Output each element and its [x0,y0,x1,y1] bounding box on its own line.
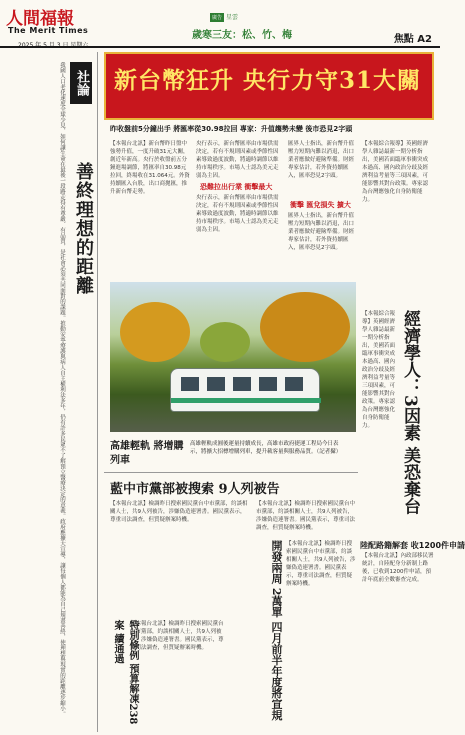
tram-window [181,377,199,391]
tram-stripe [171,398,321,403]
china-spouse-headline: 陸配路籍解套 收1200件申請 [360,541,465,550]
bottom-body-1: 【本報台北訊】檢調昨日搜索國民黨台中市黨部，約談相關人士，共9人列被告，涉嫌偽造連署書。國民黨表示，尊重司法調查，但質疑辦案時機。 [110,501,248,523]
photo-caption-title: 高雄輕軌 將增購列車 [110,441,184,466]
tram-window [233,377,251,391]
main-headline: 新台幣狂升 央行力守31大關 [114,67,422,94]
issue-date: 2025 年 5 月 3 日 星期六 [18,42,89,49]
tram-window [285,377,303,391]
article-subhead-2: 衝擊 匯兌損失 擴大 [290,201,351,209]
article-column-2a: 央行表示，新台幣匯率由市場供需決定，若有不規則因素或季節性因素導致過度波動，將適時調節以維持市場秩序。市場人士認為美元走弱為主因。 [196,141,279,179]
article-column-2b: 央行表示，新台幣匯率由市場供需決定，若有不規則因素或季節性因素導致過度波動，將適時調節以維持市場秩序。市場人士認為美元走弱為主因。 [196,195,279,233]
article-column-3b: 匯界人士指出，新台幣升值壓力短期內難以消退，出口業者應做好避險準備。財經專家估計，若外資持續匯入，匯率恐見2字頭。 [288,213,355,251]
top-ad [192,4,292,41]
newspaper-logo: 人間福報 [6,9,74,29]
mid-body: 【本報台北訊】檢調昨日搜索國民黨台中市黨部，約談相關人士，共9人列被告，涉嫌偽造連署書。國民黨表示，尊重司法調查，但質疑辦案時機。 [286,541,356,587]
bottom-body-2: 【本報台北訊】檢調昨日搜索國民黨台中市黨部，約談相關人士，共9人列被告，涉嫌偽造連署書。國民黨表示，尊重司法調查，但質疑辦案時機。 [256,501,356,531]
article-subhead-1: 恐難拉出行業 衝擊最大 [200,183,273,191]
article-column-3a: 匯界人士指出，新台幣升值壓力短期內難以消退，出口業者應做好避險準備。財經專家估計，若外資持續匯入，匯率恐見2字頭。 [288,141,355,179]
special-bill-body: 【本報台北訊】檢調昨日搜索國民黨台中市黨部，約談相關人士，共9人列被告，涉嫌偽造連署書。國民黨表示，尊重司法調查，但質疑辦案時機。 [130,621,224,651]
tram-shape [170,368,320,412]
bottom-headline: 藍中市黨部被搜索 9人列被告 [110,482,280,497]
photo-caption: 高雄輕軌成圓後運量持續成長，高雄市政府捷運工程局今日表示，將擴大招標增購列車，提升載客量與服務品質。（記者攝） [190,441,342,455]
section-rule [104,472,358,473]
tram-window [259,377,277,391]
ad-tag: 廣告 [211,15,222,21]
mid-vertical-headline: 開發兩周 2萬單 四月前半年度將宣規 [270,540,283,721]
tram-photo [110,282,356,432]
page-label: 焦點 A2 [393,34,432,45]
economist-body: 【本報綜合報導】英國經濟學人雜誌最新一期分析指出，美國若面臨軍事衝突成本過高、國內政治分歧及經濟利益考量等三項因素，可能影響其對台政策。專家認為台灣應強化自身防衛能力。 [362,311,396,429]
tram-window [207,377,225,391]
photo-tree [260,292,350,362]
newspaper-logo-en: The Merit Times [8,26,89,35]
masthead [0,0,440,48]
photo-tree [120,302,190,362]
economist-headline: 經濟學人：3因素 美恐棄台 [400,310,420,515]
main-headline-box [104,52,434,120]
article-column-1: 【本報台北訊】新台幣昨日盤中強勢升值，一度升破31元大關，創近年新高。央行於收盤前五分鐘進場調節，將匯率自30.98元拉回，終場收在31.064元。外資持續匯入台股，出口商拋匯，推升新台幣走勢。 [110,141,190,195]
editorial-column [6,52,98,732]
editorial-badge: 社論 [70,62,92,104]
editorial-title: 善終理想的距離 [73,162,94,295]
ad-title: 歲寒三友：松、竹、梅 [192,30,292,41]
special-bill-headline: 特別條例 預算解凍238案 續通過 [112,620,138,725]
photo-tree [200,322,250,362]
main-subhead: 昨收盤前5分鐘出手 將匯率從30.98拉回 專家：升值趨勢未變 後市恐見2字頭 [110,125,353,133]
economist-body-top: 【本報綜合報導】英國經濟學人雜誌最新一期分析指出，美國若面臨軍事衝突成本過高、國內政治分歧及經濟利益考量等三項因素，可能影響其對台政策。專家認為台灣應強化自身防衛能力。 [362,141,429,203]
editorial-body: 我國人口老化速度全球少見，如何讓生命在最後一段路走得有尊嚴、有品質，是社會必須共同面對的課題。推動安寧療護與病人自主權利法多年，仍有許多民眾不了解預立醫療決定的意義。政府應擴大宣導，讓每個人都能為自己規畫善終，使理想與現實的距離逐步縮小。 [59,62,65,717]
ad-sponsor: 星雲 [226,14,239,21]
china-spouse-body: 【本報台北訊】內政部移民署統計，自陸配身分新制上路後，已收到1200件申請，預計年底前全數審查完成。 [362,553,434,583]
